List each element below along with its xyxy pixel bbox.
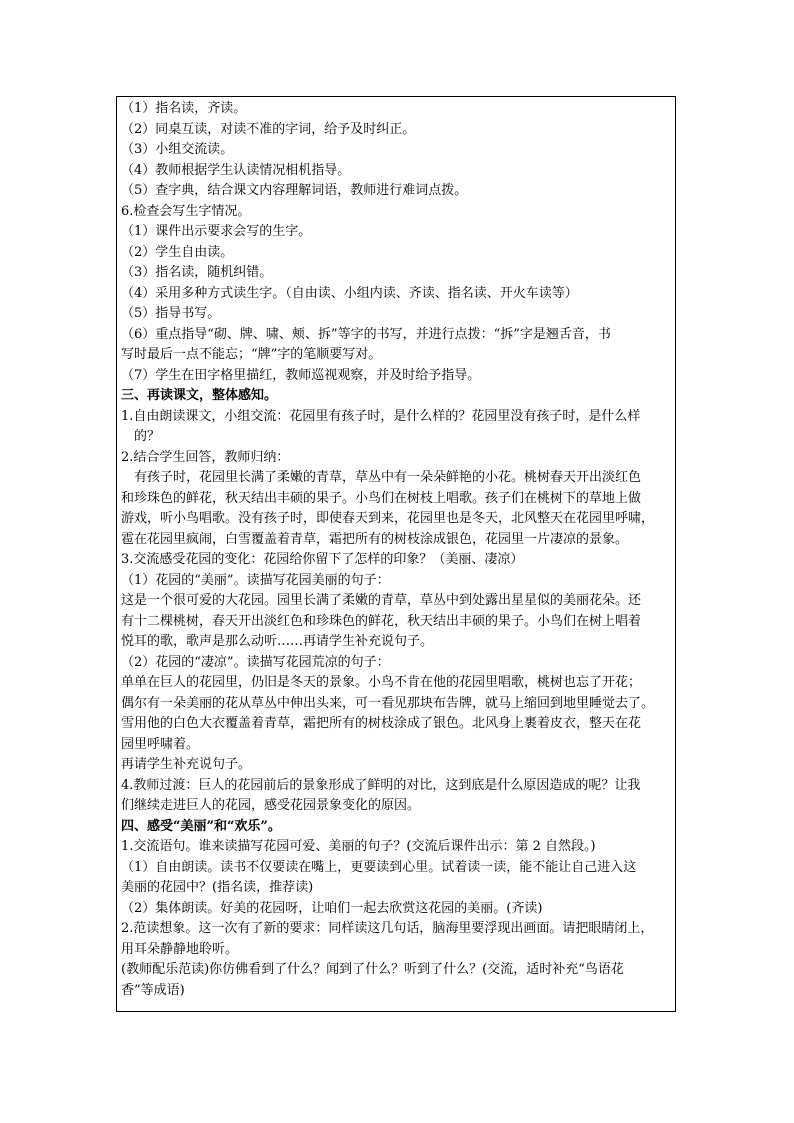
text-line: （1）花园的“美丽”。读描写花园美丽的句子： <box>121 572 390 588</box>
text-line: （3）小组交流读。 <box>121 142 234 157</box>
text-line: （2）集体朗读。好美的花园呀，让咱们一起去欣赏这花园的美丽。(齐读) <box>121 900 543 916</box>
text-line: （6）重点指导“砌、牌、啸、颊、拆”等字的书写，并进行点拨：“拆”字是翘舌音，书 <box>121 326 611 342</box>
text-line: (教师配乐范读)你仿佛看到了什么？闻到了什么？听到了什么？(交流，适时补充“鸟语花 <box>121 962 624 977</box>
text-line: （4）教师根据学生认读情况相机指导。 <box>121 162 351 178</box>
text-line: 和珍珠色的鲜花，秋天结出丰硕的果子。小鸟们在树枝上唱歌。孩子们在桃树下的草地上做 <box>121 490 642 506</box>
text-line: （4）采用多种方式读生字。（自由读、小组内读、齐读、指名读、开火车读等） <box>121 285 578 301</box>
text-line: 这是一个很可爱的大花园。园里长满了柔嫩的青草，草丛中到处露出星星似的美丽花朵。还 <box>121 593 642 608</box>
text-line: （5）查字典，结合课文内容理解词语，教师进行难词点拨。 <box>121 183 468 198</box>
text-line: 用耳朵静静地聆听。 <box>121 941 239 957</box>
text-line: 美丽的花园中？(指名读，推荐读) <box>121 880 314 895</box>
text-line: 6.检查会写生字情况。 <box>121 203 251 219</box>
text-line: 游戏，听小鸟唱歌。没有孩子时，即使春天到来，花园里也是冬天，北风整天在花园里呼啸， <box>121 511 655 526</box>
text-line: 偶尔有一朵美丽的花从草丛中伸出头来，可一看见那块布告牌，就马上缩回到地里睡觉去了。 <box>121 695 655 711</box>
text-line: （1）指名读，齐读。 <box>121 101 247 116</box>
text-line: 园里呼啸着。 <box>121 736 200 752</box>
text-line: 2.范读想象。这一次有了新的要求：同样读这几句话，脑海里要浮现出画面。请把眼睛闭上， <box>121 921 654 936</box>
text-line: 有十二棵桃树，春天开出淡红色和珍珠色的鲜花，秋天结出丰硕的果子。小鸟们在树上唱着 <box>121 613 642 629</box>
text-line: 1.交流语句。谁来读描写花园可爱、美丽的句子？(交流后课件出示：第 2 自然段。) <box>121 839 596 854</box>
lesson-plan-table-cell <box>116 96 676 1012</box>
text-line: （3）指名读，随机纠错。 <box>121 265 273 280</box>
text-line: 们继续走进巨人的花园，感受花园景象变化的原因。 <box>121 798 421 813</box>
text-line: 雪用他的白色大衣覆盖着青草，霜把所有的树枝涂成了银色。北风身上裹着皮衣，整天在花 <box>121 716 642 731</box>
text-line: 雹在花园里疯闹，白雪覆盖着青草，霜把所有的树枝涂成银色，花园里一片凄凉的景象。 <box>121 531 629 547</box>
text-line: （1）课件出示要求会写的生字。 <box>121 224 312 239</box>
text-line: （2）学生自由读。 <box>121 244 234 260</box>
text-line: 4.教师过渡：巨人的花园前后的景象形成了鲜明的对比，这到底是什么原因造成的呢？让我 <box>121 777 641 793</box>
text-line: 3.交流感受花园的变化：花园给你留下了怎样的印象？（美丽、凄凉） <box>121 552 524 567</box>
text-line: 香”等成语) <box>121 982 185 998</box>
text-line: 再请学生补充说句子。 <box>121 757 252 772</box>
text-line: （7）学生在田字格里描红，教师巡视观察，并及时给予指导。 <box>121 367 481 383</box>
text-line: （5）指导书写。 <box>121 306 221 321</box>
text-line: 写时最后一点不能忘；“牌”字的笔顺要写对。 <box>121 347 382 362</box>
text-line: 的？ <box>134 429 161 444</box>
text-line: （2）花园的“凄凉”。读描写花园荒凉的句子： <box>121 654 390 670</box>
text-line: 单单在巨人的花园里，仍旧是冬天的景象。小鸟不肯在他的花园里唱歌，桃树也忘了开花； <box>121 675 642 690</box>
text-line: （1）自由朗读。读书不仅要读在嘴上，更要读到心里。试着读一读，能不能让自己进入这 <box>121 859 637 875</box>
text-line: 悦耳的歌，歌声是那么动听……再请学生补充说句子。 <box>121 634 434 649</box>
text-line: （2）同桌互读，对读不准的字词，给予及时纠正。 <box>121 121 416 137</box>
section-heading: 四、感受“美丽”和“欢乐”。 <box>121 818 281 834</box>
text-line: 有孩子时，花园里长满了柔嫩的青草，草丛中有一朵朵鲜艳的小花。桃树春天开出淡红色 <box>134 470 642 485</box>
text-line: 2.结合学生回答，教师归纳： <box>121 449 290 465</box>
section-heading: 三、再读课文，整体感知。 <box>121 388 278 403</box>
text-line: 1.自由朗读课文，小组交流：花园里有孩子时，是什么样的？花园里没有孩子时，是什么样 <box>121 408 641 424</box>
